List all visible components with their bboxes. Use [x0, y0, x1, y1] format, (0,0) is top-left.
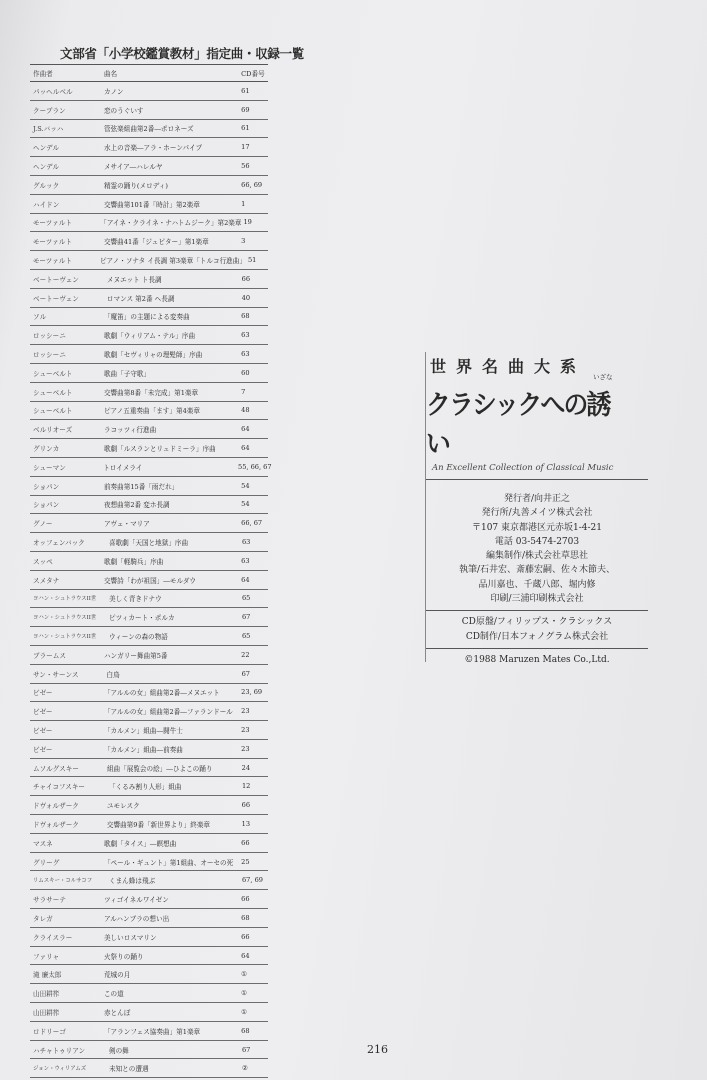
composer-cell: ムソルグスキー [33, 764, 79, 773]
composer-cell: タレガ [33, 914, 53, 923]
piece-cell: 荒城の月 [103, 971, 131, 980]
piece-cell: ピツィカート・ポルカ [109, 614, 175, 623]
cd-number-cell: 25 [241, 857, 250, 866]
composer-cell: クライスラー [33, 933, 73, 942]
piece-cell: この道 [103, 990, 124, 999]
colophon [426, 352, 648, 665]
cd-number-cell: 68 [241, 1026, 250, 1035]
cd-number-cell: 66 [241, 895, 250, 904]
table-row [30, 721, 268, 740]
composer-cell: ビゼー [33, 745, 53, 754]
table-row [30, 101, 268, 120]
composer-cell: 山田耕筰 [33, 1008, 60, 1017]
piece-cell: 「カルメン」組曲―前奏曲 [103, 745, 183, 754]
cd-number-cell: ① [241, 1007, 248, 1016]
composer-cell: ショパン [33, 501, 60, 510]
composer-cell: ビゼー [33, 689, 53, 698]
cd-number-cell: 66, 67 [241, 519, 263, 528]
cd-number-cell: 64 [241, 444, 250, 453]
table-row [30, 627, 268, 646]
cd-number-cell: 61 [241, 124, 250, 133]
piece-cell: ロマンス 第2番 ヘ長調 [106, 294, 175, 303]
piece-cell: 夜想曲第2番 変ホ長調 [103, 501, 170, 510]
credit-line: 〒107 東京都港区元赤坂1-4-21 [471, 522, 603, 533]
piece-cell: 喜歌劇「天国と地獄」序曲 [109, 539, 189, 548]
composer-cell: ハイドン [33, 200, 60, 209]
composer-cell: リムスキー・コルサコフ [33, 878, 93, 885]
piece-cell: ウィーンの森の物語 [109, 633, 168, 641]
composer-cell: ビゼー [33, 726, 53, 735]
composer-cell: シューベルト [33, 407, 73, 416]
table-row [30, 853, 268, 872]
piece-cell: 美しく青きドナウ [109, 595, 162, 604]
cd-number-cell: 23, 69 [241, 688, 263, 697]
piece-cell: 交響曲41番「ジュピター」第1楽章 [103, 238, 209, 247]
cd-number-cell: 54 [241, 500, 250, 509]
composer-cell: ファリャ [33, 952, 60, 961]
composer-cell: ヨハン・シュトラウスII世 [33, 615, 97, 622]
header-cd: CD番号 [241, 70, 265, 78]
composer-cell: ロッシーニ [33, 332, 66, 341]
table-row [30, 138, 268, 157]
cd-number-cell: 63 [241, 556, 250, 565]
piece-cell: トロイメライ [103, 463, 143, 472]
composer-cell: ショパン [33, 482, 60, 491]
composer-cell: モーツァルト [33, 219, 72, 228]
composer-cell: ドヴォルザーク [33, 802, 79, 811]
table-row [30, 947, 268, 966]
composer-cell: ソル [33, 313, 47, 322]
cd-number-cell: 67 [241, 669, 250, 678]
cd-number-cell: 65 [241, 594, 251, 603]
piece-cell: 組曲「展覧会の絵」―ひよこの踊り [106, 764, 213, 773]
cd-number-cell: 69 [241, 105, 250, 114]
main-title: クラシックへの誘い [426, 390, 610, 460]
cd-number-cell: 67 [241, 1045, 251, 1054]
composer-cell: ビゼー [33, 708, 53, 717]
credit-line: CD原盤/フィリップス・クラシックス [461, 617, 613, 628]
table-row [30, 345, 268, 364]
composer-cell: ロッシーニ [33, 351, 66, 360]
table-row [30, 1041, 268, 1060]
header-piece: 曲名 [103, 70, 118, 78]
table-row [30, 514, 268, 533]
cd-number-cell: 23 [241, 744, 250, 753]
piece-cell: 精霊の踊り(メロディ) [103, 181, 168, 190]
cd-number-cell: 67 [241, 613, 251, 622]
piece-cell: ラコッツィ行進曲 [103, 426, 157, 435]
piece-cell: ピアノ五重奏曲「ます」第4楽章 [103, 407, 200, 416]
cd-number-cell: 66 [241, 274, 251, 283]
piece-cell: ユモレスク [106, 802, 140, 811]
repertoire-table [30, 64, 272, 1078]
composer-cell: クープラン [33, 106, 66, 115]
piece-cell: 歌曲「子守歌」 [103, 369, 151, 378]
cd-number-cell: 63 [241, 350, 250, 359]
composer-cell: グルック [33, 181, 60, 190]
cd-credits [426, 615, 648, 644]
table-row [30, 871, 268, 890]
cd-number-cell: 55, 66, 67 [238, 462, 272, 471]
composer-cell: ヘンデル [33, 163, 60, 172]
composer-cell: ロドリーゴ [33, 1027, 66, 1036]
cd-number-cell: 63 [241, 331, 250, 340]
table-row [30, 928, 268, 947]
cd-number-cell: 66, 69 [241, 180, 263, 189]
series-title: 世界名曲大系 [430, 357, 587, 376]
composer-cell: スッペ [33, 557, 53, 566]
page-number: 216 [367, 1043, 388, 1056]
table-row [30, 1003, 268, 1022]
table-row [30, 364, 268, 383]
piece-cell: 歌劇「タイス」―瞑想曲 [103, 839, 177, 848]
cd-number-cell: 60 [241, 368, 250, 377]
piece-cell: メヌエット ト長調 [106, 275, 162, 284]
credit-line: 印刷/三浦印刷株式会社 [490, 594, 584, 605]
table-row [30, 477, 268, 496]
composer-cell: ヨハン・シュトラウスII世 [33, 596, 97, 603]
table-row [30, 326, 268, 345]
piece-cell: 前奏曲第15番「雨だれ」 [103, 482, 179, 491]
cd-number-cell: 22 [241, 650, 250, 659]
table-row [30, 965, 268, 984]
cd-number-cell: 23 [241, 725, 250, 734]
composer-cell: 山田耕筰 [33, 990, 60, 999]
table-row [30, 890, 268, 909]
table-row [30, 759, 268, 778]
table-row [30, 740, 268, 759]
table-row [30, 909, 268, 928]
cd-number-cell: 64 [241, 951, 250, 960]
table-row [30, 777, 268, 796]
composer-cell: グリンカ [33, 445, 60, 454]
credit-line: 執筆/石井宏、斎藤宏嗣、佐々木節夫、 [458, 565, 616, 576]
header-composer: 作曲者 [33, 70, 53, 78]
cd-number-cell: 63 [241, 538, 251, 547]
composer-cell: ベルリオーズ [33, 426, 73, 435]
composer-cell: シューベルト [33, 369, 73, 378]
composer-cell: グリーグ [33, 858, 60, 867]
composer-cell: サラサーテ [33, 896, 66, 905]
piece-cell: 歌劇「ルスランとリュドミーラ」序曲 [103, 445, 216, 454]
table-row [30, 684, 268, 703]
cd-number-cell: 23 [241, 707, 250, 716]
table-row [30, 176, 268, 195]
composer-cell: 滝 廉太郎 [33, 971, 62, 980]
composer-cell: モーツァルト [33, 238, 72, 247]
piece-cell: 「カルメン」組曲―闘牛士 [103, 726, 183, 735]
table-row [30, 82, 268, 101]
piece-cell: メサイア―ハレルヤ [103, 163, 163, 172]
composer-cell: マスネ [33, 839, 53, 848]
composer-cell: ヨハン・シュトラウスII世 [33, 634, 97, 640]
table-row [30, 232, 268, 251]
composer-cell: シューベルト [33, 388, 73, 397]
cd-number-cell: ② [241, 1064, 248, 1073]
cd-number-cell: 17 [241, 143, 250, 152]
composer-cell: J.S.バッハ [33, 125, 64, 134]
cd-number-cell: 54 [241, 481, 250, 490]
table-row [30, 195, 268, 214]
composer-cell: ブラームス [33, 651, 66, 660]
cd-number-cell: 66 [241, 932, 250, 941]
table-header [30, 64, 268, 82]
composer-cell: ハチャトゥリアン [33, 1046, 86, 1055]
cd-number-cell: 67, 69 [241, 876, 263, 885]
piece-cell: アヴェ・マリア [103, 520, 150, 529]
piece-cell: 火祭りの踊り [103, 952, 144, 961]
piece-cell: 交響曲第9番「新世界より」終楽章 [106, 820, 211, 829]
piece-cell: アルハンブラの想い出 [103, 914, 170, 923]
cd-number-cell: 12 [241, 782, 251, 791]
composer-cell: サン・サーンス [33, 670, 79, 679]
table-row [30, 308, 268, 327]
cd-number-cell: 66 [241, 801, 251, 810]
cd-number-cell: 40 [241, 293, 251, 302]
table-row [30, 157, 268, 176]
table-row [30, 552, 268, 571]
credit-line: 品川嘉也、千蔵八郎、堀内修 [478, 579, 596, 590]
piece-cell: カノン [103, 87, 124, 96]
cd-number-cell: 68 [241, 312, 250, 321]
cd-number-cell: ① [241, 970, 248, 979]
cd-number-cell: 7 [241, 387, 246, 396]
table-row [30, 702, 268, 721]
cd-number-cell: 64 [241, 425, 250, 434]
composer-cell: チャイコフスキー [33, 783, 86, 792]
composer-cell: ジョン・ウィリアムズ [33, 1066, 87, 1073]
table-row [30, 796, 268, 815]
piece-cell: 管弦楽組曲第2番―ポロネーズ [103, 125, 194, 134]
table-row [30, 120, 268, 139]
credit-line: CD制作/日本フォノグラム株式会社 [465, 631, 609, 642]
piece-cell: 「ペール・ギュント」第1組曲、オーセの死 [103, 858, 234, 867]
composer-cell: オッフェンバック [33, 539, 85, 548]
piece-cell: ツィゴイネルワイゼン [103, 896, 169, 905]
piece-cell: 剣の舞 [109, 1046, 129, 1055]
table-row [30, 1059, 268, 1078]
table-row [30, 270, 268, 289]
cd-number-cell: 64 [241, 575, 250, 584]
composer-cell: スメタナ [33, 576, 60, 585]
composer-cell: グノー [33, 520, 53, 529]
cd-number-cell: 1 [241, 199, 246, 208]
copyright: ©1988 Maruzen Mates Co.,Ltd. [464, 654, 610, 665]
piece-cell: 交響曲第101番「時計」第2楽章 [103, 200, 200, 209]
credit-line: 電話 03-5474-2703 [494, 536, 580, 547]
composer-cell: ベートーヴェン [33, 294, 79, 303]
table-row [30, 533, 268, 552]
table-row [30, 402, 268, 421]
piece-cell: 未知との遭遇 [109, 1065, 149, 1074]
table-row [30, 1022, 268, 1041]
cd-number-cell: 24 [241, 763, 251, 772]
credit-line: 編集制作/株式会社草思社 [485, 551, 589, 562]
cd-number-cell: ① [241, 989, 248, 998]
table-row [30, 665, 268, 684]
piece-cell: 「アルルの女」組曲第2番―メヌエット [103, 689, 220, 698]
cd-number-cell: 3 [241, 237, 246, 246]
table-row [30, 458, 272, 477]
composer-cell: ドヴォルザーク [33, 820, 79, 829]
cd-number-cell: 66 [241, 838, 250, 847]
piece-cell: 美しいロスマリン [103, 933, 157, 942]
credit-line: 発行者/向井正之 [503, 494, 571, 504]
composer-cell: ベートーヴェン [33, 275, 79, 284]
composer-cell: モーツァルト [33, 257, 72, 266]
table-row [30, 420, 268, 439]
table-row [30, 984, 268, 1003]
table-row [30, 646, 268, 665]
piece-cell: 交響曲第8番「未完成」第1楽章 [103, 388, 199, 397]
table-row [30, 834, 268, 853]
table-row [30, 571, 268, 590]
cd-number-cell: 48 [241, 406, 250, 415]
cd-number-cell: 56 [241, 162, 250, 171]
credits [426, 492, 648, 606]
title-ruby: いざな [593, 373, 613, 381]
table-row [30, 251, 268, 270]
table-row [30, 815, 268, 834]
table-row [30, 496, 268, 515]
cd-number-cell: 19 [243, 218, 252, 227]
piece-cell: 恋のうぐいす [103, 106, 144, 115]
piece-cell: 「魔笛」の主題による変奏曲 [103, 313, 190, 322]
piece-cell: 歌劇「セヴィリャの理髪師」序曲 [103, 351, 203, 360]
table-row [30, 608, 268, 627]
piece-cell: 「アランフェス協奏曲」第1楽章 [103, 1027, 201, 1036]
piece-cell: 「アイネ・クライネ・ナハトムジーク」第2楽章 [100, 219, 242, 228]
piece-cell: 水上の音楽―アラ・ホーンパイプ [103, 144, 203, 153]
cd-number-cell: 61 [241, 86, 250, 95]
piece-cell: 「くるみ割り人形」組曲 [109, 783, 182, 792]
piece-cell: ハンガリー舞曲第5番 [103, 651, 168, 660]
table-row [30, 214, 268, 233]
cd-number-cell: 51 [247, 256, 257, 265]
piece-cell: 交響詩「わが祖国」―モルダウ [103, 576, 197, 585]
piece-cell: ピアノ・ソナタ イ長調 第3楽章「トルコ行進曲」 [99, 257, 246, 266]
english-subtitle: An Excellent Collection of Classical Music [432, 463, 614, 473]
piece-cell: 歌劇「軽騎兵」序曲 [103, 557, 164, 566]
composer-cell: ヘンデル [33, 144, 60, 153]
credit-line: 発行所/丸善メイツ株式会社 [481, 508, 593, 519]
table-title: 文部省「小学校鑑賞教材」指定曲・収録一覧 [60, 46, 305, 61]
piece-cell: くまん蜂は飛ぶ [109, 877, 156, 886]
piece-cell: 歌劇「ウィリアム・テル」序曲 [103, 332, 196, 341]
cd-number-cell: 68 [241, 913, 250, 922]
table-row [30, 289, 268, 308]
table-row [30, 383, 268, 402]
cd-number-cell: 65 [241, 632, 251, 640]
composer-cell: パッヘルベル [33, 87, 73, 96]
piece-cell: 白鳥 [106, 670, 120, 679]
piece-cell: 「アルルの女」組曲第2番―ファランドール [103, 708, 233, 717]
cd-number-cell: 13 [241, 819, 251, 828]
composer-cell: シューマン [33, 463, 66, 472]
table-row [30, 590, 268, 609]
piece-cell: 赤とんぼ [103, 1008, 131, 1017]
table-row [30, 439, 268, 458]
